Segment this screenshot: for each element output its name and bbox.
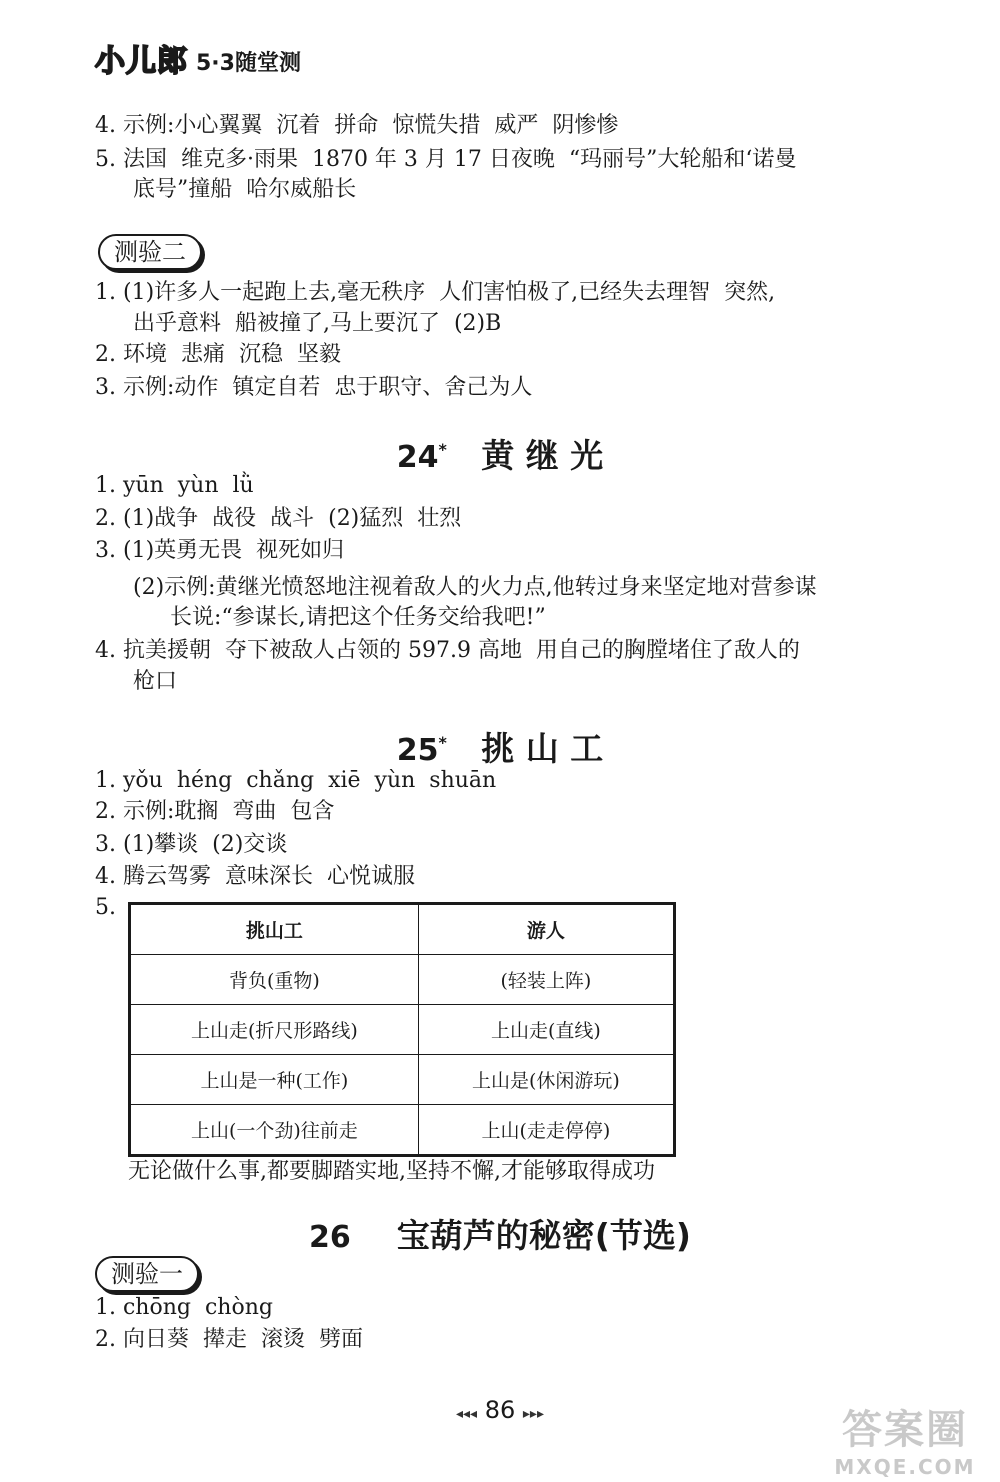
answer-line: 1. yǒu héng chǎng xiē yùn shuān [95, 768, 497, 793]
watermark-logo [830, 1398, 980, 1479]
table-cell: 上山是一种(工作) [130, 1055, 419, 1105]
answer-line: 2. (1)战争 战役 战斗 (2)猛烈 壮烈 [95, 506, 462, 531]
answer-line: 长说:“参谋长,请把这个任务交给我吧!” [170, 605, 546, 630]
table-row [130, 955, 675, 1005]
answer-line: 2. 环境 悲痛 沉稳 坚毅 [95, 342, 341, 367]
lesson-mark: * [438, 733, 447, 752]
answer-line: 5. [95, 895, 116, 920]
watermark-text: 答案圈 [842, 1407, 968, 1453]
lesson-title [0, 1210, 1000, 1257]
answer-line: 出乎意料 船被撞了,马上要沉了 (2)B [133, 311, 502, 336]
table-cell: 背负(重物) [130, 955, 419, 1005]
table-header: 挑山工 [130, 904, 419, 955]
table-row [130, 1105, 675, 1156]
answer-line: 4. 抗美援朝 夺下被敌人占领的 597.9 高地 用自己的胸膛堵住了敌人的 [95, 638, 800, 663]
table-header-row [130, 904, 675, 955]
table-cell: (轻装上阵) [418, 955, 674, 1005]
answer-line: 底号”撞船 哈尔威船长 [133, 177, 357, 202]
table-cell: 上山(走走停停) [418, 1105, 674, 1156]
lesson-mark: * [438, 440, 447, 459]
answer-line: 无论做什么事,都要脚踏实地,坚持不懈,才能够取得成功 [128, 1159, 655, 1184]
table-cell: 上山走(直线) [418, 1005, 674, 1055]
series-logo: 小儿郎 [95, 43, 188, 79]
answer-line: 1. chōng chòng [95, 1295, 273, 1320]
table-cell: 上山(一个劲)往前走 [130, 1105, 419, 1156]
lesson-title [0, 430, 1000, 477]
lesson-title [0, 723, 1000, 770]
lesson-name: 挑 山 工 [481, 729, 604, 768]
answer-line: 3. 示例:动作 镇定自若 忠于职守、舍己为人 [95, 375, 533, 400]
table-cell: 上山走(折尺形路线) [130, 1005, 419, 1055]
answer-line: 2. 向日葵 撵走 滚烫 劈面 [95, 1327, 363, 1352]
comparison-table [128, 902, 676, 1157]
lesson-number: 24 [396, 440, 439, 475]
lesson-name: 宝葫芦的秘密(节选) [396, 1216, 691, 1255]
series-title: 5·3随堂测 [196, 51, 301, 76]
answer-line: 3. (1)英勇无畏 视死如归 [95, 538, 345, 563]
right-arrows-icon: ▸▸▸ [522, 1406, 544, 1422]
watermark-url: MXQE.COM [834, 1455, 976, 1479]
left-arrows-icon: ◂◂◂ [455, 1406, 478, 1422]
lesson-name: 黄 继 光 [481, 436, 604, 475]
answer-line: (2)示例:黄继光愤怒地注视着敌人的火力点,他转过身来坚定地对营参谋 [133, 575, 817, 600]
table-header: 游人 [418, 904, 674, 955]
answer-line: 1. yūn yùn lǜ [95, 473, 254, 498]
answer-line: 4. 示例:小心翼翼 沉着 拼命 惊慌失措 威严 阴惨惨 [95, 113, 619, 138]
page-number: 86 [484, 1396, 516, 1424]
table-row [130, 1055, 675, 1105]
quiz-badge: 测验二 [98, 234, 202, 270]
table-row [130, 1005, 675, 1055]
lesson-number: 25 [396, 733, 439, 768]
lesson-number: 26 [309, 1220, 351, 1255]
answer-line: 枪口 [133, 669, 178, 694]
quiz-badge: 测验一 [95, 1256, 199, 1292]
answer-line: 3. (1)攀谈 (2)交谈 [95, 832, 288, 857]
page-header [95, 43, 301, 79]
table-cell: 上山是(休闲游玩) [418, 1055, 674, 1105]
answer-line: 2. 示例:耽搁 弯曲 包含 [95, 799, 335, 824]
answer-line: 4. 腾云驾雾 意味深长 心悦诚服 [95, 864, 415, 889]
answer-line: 1. (1)许多人一起跑上去,毫无秩序 人们害怕极了,已经失去理智 突然, [95, 280, 776, 305]
answer-line: 5. 法国 维克多·雨果 1870 年 3 月 17 日夜晚 “玛丽号”大轮船和‘诺曼 [95, 147, 797, 172]
